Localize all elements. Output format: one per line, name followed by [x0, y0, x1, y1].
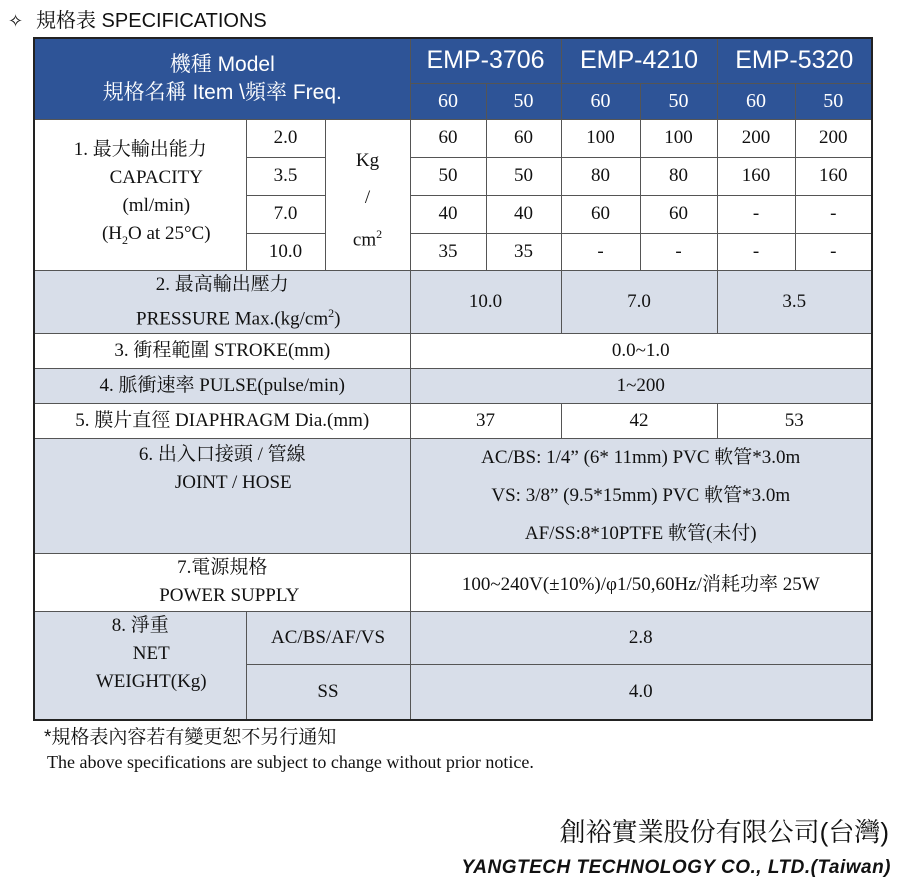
capacity-unit: Kg / $cm^2$	[325, 119, 410, 270]
freq-cell: 60	[717, 83, 795, 119]
joint-values	[410, 438, 872, 553]
pulse-value: 1~200	[410, 368, 872, 403]
capacity-value: -	[795, 195, 872, 233]
capacity-value: -	[640, 233, 717, 270]
capacity-value: 200	[795, 119, 872, 157]
freq-cell: 50	[486, 83, 561, 119]
diaphragm-label: 5. 膜片直徑 DIAPHRAGM Dia.(mm)	[34, 403, 410, 438]
pulse-label: 4. 脈衝速率 PULSE(pulse/min)	[34, 368, 410, 403]
weight-type: SS	[246, 664, 410, 720]
diaphragm-row	[34, 403, 872, 438]
capacity-value: 200	[717, 119, 795, 157]
pressure-label: 2. 最高輸出壓力 PRESSURE $Max.(kg/cm^2)$	[34, 270, 410, 333]
model-emp-5320: EMP-5320	[717, 38, 872, 83]
joint-row	[34, 438, 872, 553]
model-emp-4210: EMP-4210	[561, 38, 717, 83]
power-row	[34, 553, 872, 611]
weight-value: 4.0	[410, 664, 872, 720]
freq-cell: 50	[795, 83, 872, 119]
capacity-value: 50	[410, 157, 486, 195]
pressure-value: 7.0	[561, 270, 717, 333]
stroke-value: 0.0~1.0	[410, 333, 872, 368]
joint-label: 6. 出入口接頭 / 管線 JOINT / HOSE	[34, 438, 410, 553]
capacity-value: -	[717, 195, 795, 233]
diaphragm-value: 37	[410, 403, 561, 438]
power-value: 100~240V(±10%)/φ1/50,60Hz/消耗功率 25W	[410, 553, 872, 611]
capacity-value: 160	[717, 157, 795, 195]
weight-label: 8. 淨重 NET WEIGHT(Kg)	[34, 611, 246, 720]
capacity-value: 160	[795, 157, 872, 195]
pulse-row	[34, 368, 872, 403]
pressure-row	[34, 270, 872, 333]
company-name-zh: 創裕實業股份有限公司(台灣)	[559, 817, 889, 847]
capacity-value: -	[561, 233, 640, 270]
title-text: 規格表 SPECIFICATIONS	[36, 10, 267, 32]
capacity-value: 100	[561, 119, 640, 157]
header-row-models	[34, 38, 872, 83]
capacity-row	[34, 119, 872, 157]
specifications-table	[33, 37, 873, 721]
capacity-value: 35	[410, 233, 486, 270]
capacity-label-zh: 1. 最大輸出能力	[73, 138, 207, 160]
joint-line: AC/BS: 1/4” (6* 11mm) PVC 軟管*3.0m	[481, 446, 801, 468]
capacity-value: 60	[640, 195, 717, 233]
capacity-value: -	[717, 233, 795, 270]
capacity-value: -	[795, 233, 872, 270]
capacity-value: 60	[561, 195, 640, 233]
weight-row	[34, 611, 872, 664]
freq-cell: 60	[561, 83, 640, 119]
diaphragm-value: 42	[561, 403, 717, 438]
capacity-value: 50	[486, 157, 561, 195]
freq-cell: 60	[410, 83, 486, 119]
footnote-zh: *規格表內容若有變更恕不另行通知	[44, 727, 337, 748]
header-item-cell	[34, 38, 410, 119]
diamond-icon: ✧	[8, 11, 24, 31]
page-title	[8, 6, 267, 36]
power-label: 7.電源規格 POWER SUPPLY	[34, 553, 410, 611]
capacity-label	[34, 119, 246, 270]
weight-type: AC/BS/AF/VS	[246, 611, 410, 664]
capacity-value: 80	[640, 157, 717, 195]
diaphragm-value: 53	[717, 403, 872, 438]
pressure-level: 7.0	[246, 195, 325, 233]
capacity-value: 100	[640, 119, 717, 157]
stroke-row	[34, 333, 872, 368]
capacity-value: 35	[486, 233, 561, 270]
capacity-label-en: CAPACITY	[109, 166, 203, 188]
header-model-label: 機種 Model	[169, 52, 275, 76]
footnote-en: The above specifications are subject to change without prior notice.	[47, 752, 534, 772]
weight-value: 2.8	[410, 611, 872, 664]
freq-cell: 50	[640, 83, 717, 119]
stroke-label: 3. 衝程範圍 STROKE(mm)	[34, 333, 410, 368]
pressure-value: 3.5	[717, 270, 872, 333]
capacity-value: 60	[410, 119, 486, 157]
capacity-value: 40	[486, 195, 561, 233]
capacity-label-cond: ($H_2O$ at 25°C)	[101, 222, 211, 247]
capacity-value: 60	[486, 119, 561, 157]
joint-line: VS: 3/8” (9.5*15mm) PVC 軟管*3.0m	[491, 484, 791, 506]
pressure-level: 10.0	[246, 233, 325, 270]
capacity-value: 40	[410, 195, 486, 233]
company-name-en: YANGTECH TECHNOLOGY CO., LTD.(Taiwan)	[461, 857, 891, 878]
pressure-level: 2.0	[246, 119, 325, 157]
capacity-value: 80	[561, 157, 640, 195]
pressure-level: 3.5	[246, 157, 325, 195]
model-emp-3706: EMP-3706	[410, 38, 561, 83]
pressure-value: 10.0	[410, 270, 561, 333]
header-item-label: 規格名稱 Item \頻率 Freq.	[102, 80, 342, 104]
joint-line: AF/SS:8*10PTFE 軟管(未付)	[524, 522, 757, 544]
capacity-label-unit: (ml/min)	[122, 194, 191, 216]
